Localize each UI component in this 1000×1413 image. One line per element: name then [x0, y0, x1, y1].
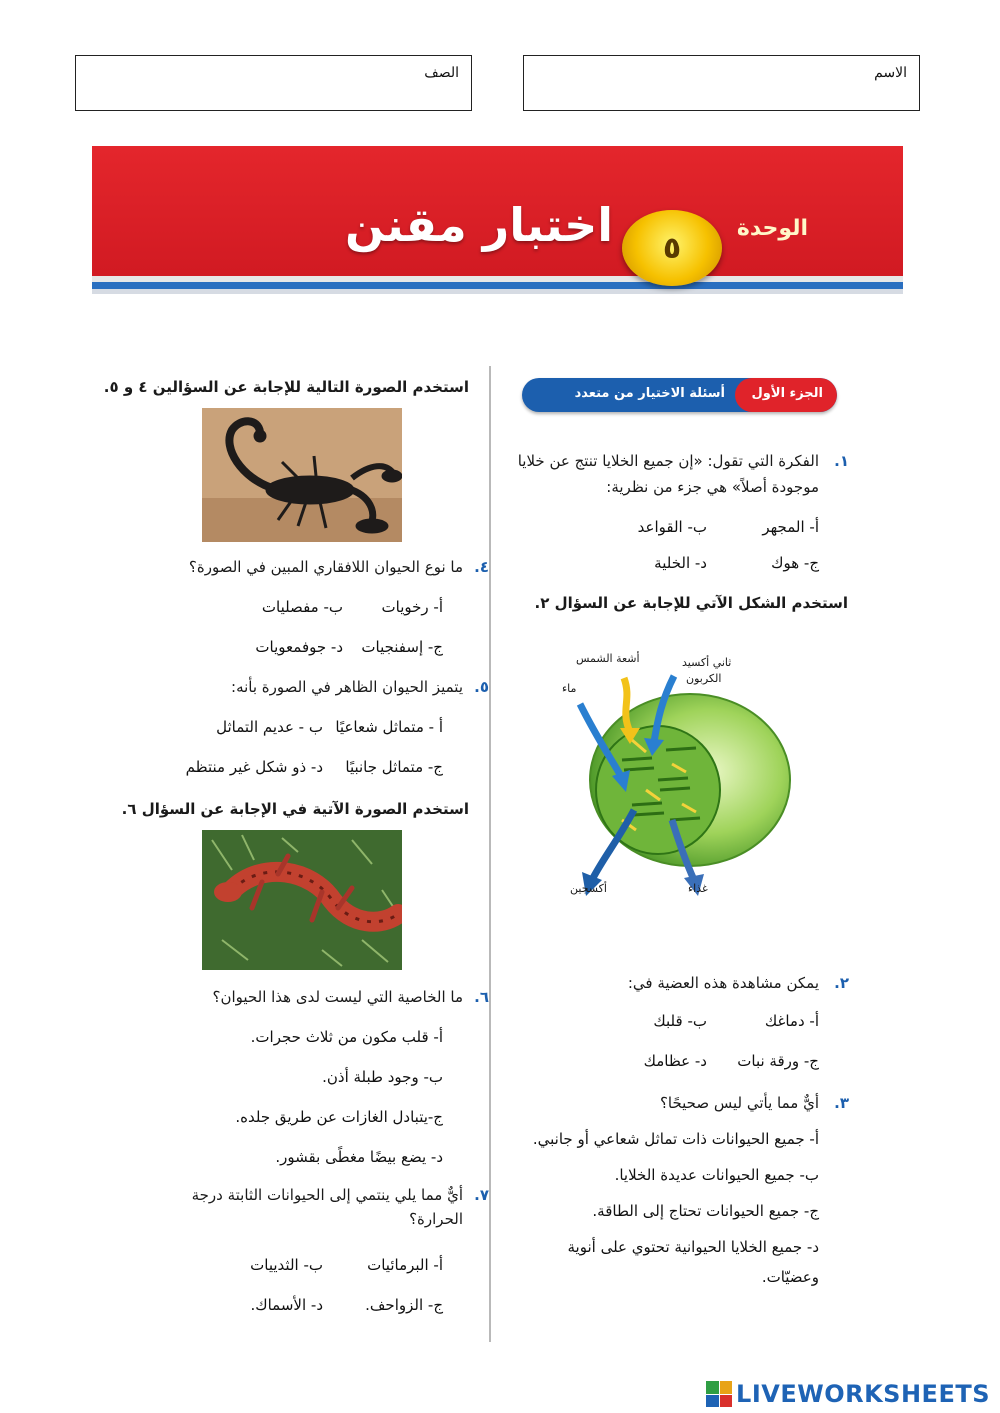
q4-option-c[interactable]: ج- إسفنجيات [361, 638, 443, 656]
q3-text: أيٌّ مما يأتي ليس صحيحًا؟ [659, 1094, 819, 1112]
q3-option-b[interactable]: ب- جميع الحيوانات عديدة الخلايا. [614, 1166, 819, 1184]
image-instruction-2: استخدم الصورة الآتية في الإجابة عن السؤال ٦. [121, 800, 469, 818]
q1-option-d[interactable]: د- الخلية [654, 554, 707, 572]
q4-option-b[interactable]: ب- مفصليات [261, 598, 343, 616]
q6-option-b[interactable]: ب- وجود طبلة أذن. [322, 1068, 443, 1086]
q4-option-a[interactable]: أ- رخويات [381, 598, 443, 616]
q7-option-a[interactable]: أ- البرمائيات [367, 1256, 443, 1274]
liveworksheets-logo[interactable] [706, 1380, 990, 1408]
q4-option-d[interactable]: د- جوفمعويات [255, 638, 343, 656]
name-field[interactable] [523, 55, 920, 111]
q2-option-c[interactable]: ج- ورقة نبات [737, 1052, 819, 1070]
q5-text: يتميز الحيوان الظاهر في الصورة بأنه: [231, 678, 463, 696]
q7-text-line1: أيٌّ مما يلي ينتمي إلى الحيوانات الثابتة درجة [191, 1186, 463, 1204]
question-5 [231, 678, 489, 696]
q6-option-a[interactable]: أ- قلب مكون من ثلاث حجرات. [250, 1028, 443, 1046]
class-field[interactable] [75, 55, 472, 111]
label-food: غذاء [688, 882, 708, 895]
label-water: ماء [562, 682, 577, 695]
q1-text-line2: موجودة أصلاً» هي جزء من نظرية: [606, 478, 819, 496]
question-4 [188, 558, 489, 576]
q7-option-d[interactable]: د- الأسماك. [250, 1296, 323, 1314]
question-2 [627, 974, 849, 992]
part-title: أسئلة الاختيار من متعدد [574, 386, 725, 401]
q5-option-c[interactable]: ج- متماثل جانبيًا [345, 758, 443, 776]
q2-option-b[interactable]: ب- قلبك [653, 1012, 707, 1030]
q7-option-c[interactable]: ج- الزواحف. [365, 1296, 443, 1314]
question-3 [659, 1094, 849, 1112]
q1-option-c[interactable]: ج- هوك [771, 554, 819, 572]
question-7 [123, 1186, 489, 1228]
banner-title: اختبار مقنن [344, 198, 613, 252]
label-co2-line1: ثاني أكسيد [682, 656, 732, 669]
question-6 [212, 988, 489, 1006]
unit-number-badge [622, 210, 722, 286]
worksheet-page [92, 146, 903, 1342]
q1-option-a[interactable]: أ- المجهر [762, 518, 819, 536]
part-heading [522, 378, 837, 412]
q3-option-d-cont: وعضيّات. [761, 1268, 819, 1286]
sunlight-arrow [624, 678, 630, 732]
q4-text: ما نوع الحيوان اللافقاري المبين في الصورة؟ [188, 558, 463, 576]
scorpion-image [202, 408, 402, 542]
q6-option-c[interactable]: ج-يتبادل الغازات عن طريق جلده. [235, 1108, 443, 1126]
label-oxygen: أكسجين [570, 882, 607, 895]
unit-banner [92, 146, 903, 276]
column-divider [489, 366, 491, 1342]
q7-text-line2: الحرارة؟ [409, 1210, 463, 1228]
image-instruction-1: استخدم الصورة التالية للإجابة عن السؤالين ٤ و ٥. [103, 378, 469, 396]
q5-option-a[interactable]: أ - متماثل شعاعيًا [335, 718, 443, 736]
question-1 [489, 452, 849, 496]
chloroplast-diagram [562, 640, 802, 908]
label-co2-line2: الكربون [686, 672, 722, 685]
q6-number: ٦. [474, 988, 489, 1006]
q6-option-d[interactable]: د- يضع بيضًا مغطًى بقشور. [275, 1148, 443, 1166]
figure-instruction: استخدم الشكل الآتي للإجابة عن السؤال ٢. [534, 594, 848, 612]
q7-number: ٧. [474, 1186, 489, 1204]
q5-option-d[interactable]: د- ذو شكل غير منتظم [185, 758, 323, 776]
q1-text-line1: الفكرة التي تقول: «إن جميع الخلايا تنتج عن خلايا [517, 452, 819, 470]
q1-option-b[interactable]: ب- القواعد [637, 518, 707, 536]
unit-number: ٥ [662, 230, 682, 266]
q7-option-b[interactable]: ب- الثدييات [250, 1256, 323, 1274]
q2-text: يمكن مشاهدة هذه العضية في: [627, 974, 819, 992]
brand-name: LIVEWORKSHEETS [736, 1380, 990, 1408]
q5-number: ٥. [474, 678, 489, 696]
q4-number: ٤. [474, 558, 489, 576]
q2-option-d[interactable]: د- عظامك [643, 1052, 707, 1070]
q3-number: ٣. [834, 1094, 849, 1112]
q2-option-a[interactable]: أ- دماغك [764, 1012, 819, 1030]
q5-option-b[interactable]: ب - عديم التماثل [216, 718, 323, 736]
liveworksheets-mark-icon [706, 1381, 732, 1407]
label-sunlight: أشعة الشمس [576, 652, 640, 665]
class-label: الصف [424, 64, 459, 80]
scorpion-body [266, 476, 354, 504]
q3-option-a[interactable]: أ- جميع الحيوانات ذات تماثل شعاعي أو جانبي. [532, 1130, 819, 1148]
q3-option-d[interactable]: د- جميع الخلايا الحيوانية تحتوي على أنوية [567, 1238, 819, 1256]
name-label: الاسم [874, 64, 907, 80]
q2-number: ٢. [834, 974, 849, 992]
salamander-image [202, 830, 402, 970]
unit-label: الوحدة [736, 216, 808, 241]
q1-number: ١. [834, 452, 849, 470]
q6-text: ما الخاصية التي ليست لدى هذا الحيوان؟ [212, 988, 463, 1006]
q3-option-c[interactable]: ج- جميع الحيوانات تحتاج إلى الطاقة. [592, 1202, 819, 1220]
part-label: الجزء الأول [751, 386, 823, 401]
